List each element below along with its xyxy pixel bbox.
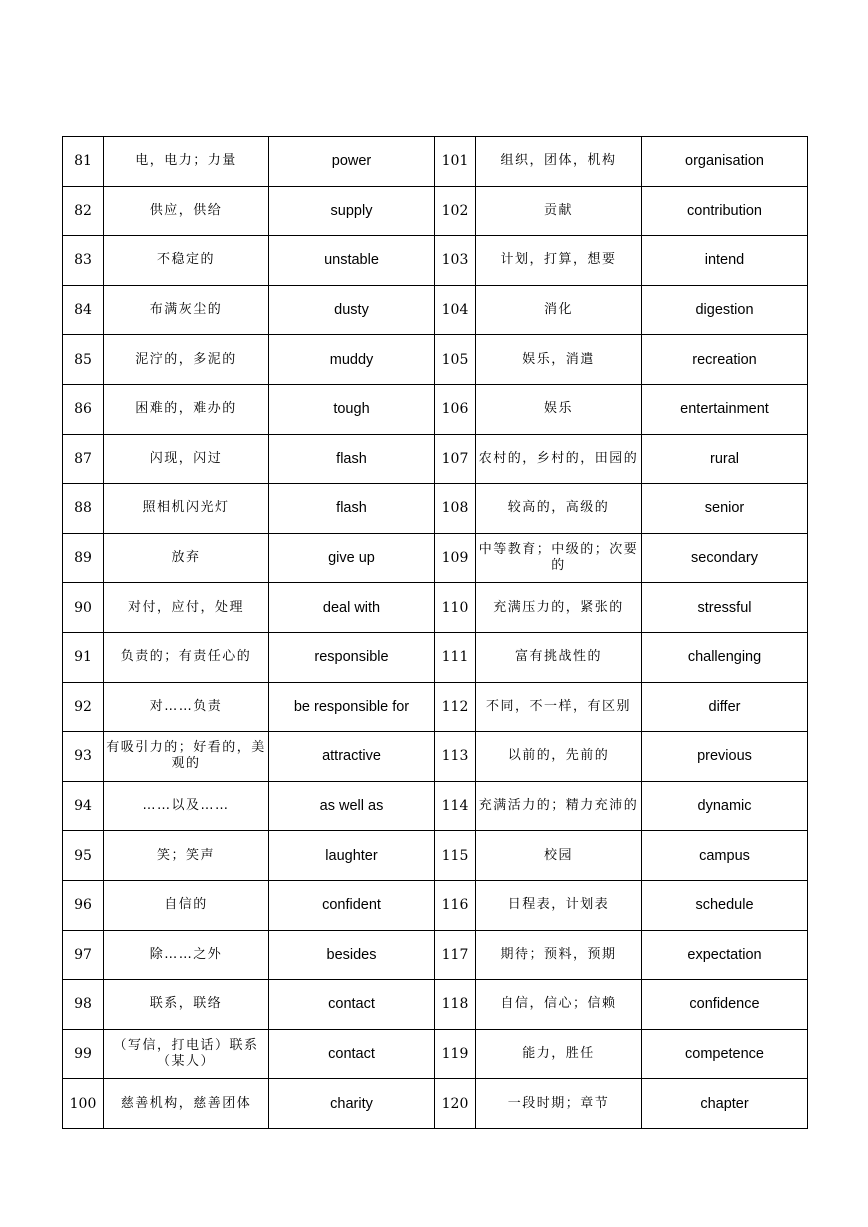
- english-word: organisation: [642, 137, 808, 187]
- table-row: [63, 831, 808, 881]
- english-word: campus: [642, 831, 808, 881]
- entry-number: 89: [63, 533, 104, 583]
- entry-number: 105: [435, 335, 476, 385]
- entry-number: 98: [63, 980, 104, 1030]
- chinese-meaning: 照相机闪光灯: [104, 484, 269, 534]
- entry-number: 114: [435, 781, 476, 831]
- english-word: stressful: [642, 583, 808, 633]
- chinese-meaning: 负责的；有责任心的: [104, 632, 269, 682]
- chinese-meaning: 农村的，乡村的，田园的: [476, 434, 642, 484]
- english-word: attractive: [269, 732, 435, 782]
- english-word: schedule: [642, 880, 808, 930]
- chinese-meaning: 对……负责: [104, 682, 269, 732]
- entry-number: 100: [63, 1079, 104, 1129]
- entry-number: 108: [435, 484, 476, 534]
- english-word: responsible: [269, 632, 435, 682]
- entry-number: 109: [435, 533, 476, 583]
- entry-number: 88: [63, 484, 104, 534]
- english-word: rural: [642, 434, 808, 484]
- english-word: as well as: [269, 781, 435, 831]
- table-row: [63, 583, 808, 633]
- entry-number: 94: [63, 781, 104, 831]
- chinese-meaning: 娱乐: [476, 384, 642, 434]
- english-word: contact: [269, 1029, 435, 1079]
- table-row: [63, 285, 808, 335]
- english-word: deal with: [269, 583, 435, 633]
- table-row: [63, 236, 808, 286]
- english-word: confident: [269, 880, 435, 930]
- entry-number: 103: [435, 236, 476, 286]
- chinese-meaning: 不同，不一样，有区别: [476, 682, 642, 732]
- chinese-meaning: 慈善机构，慈善团体: [104, 1079, 269, 1129]
- table-row: [63, 384, 808, 434]
- english-word: recreation: [642, 335, 808, 385]
- vocabulary-table-body: [63, 137, 808, 1129]
- entry-number: 111: [435, 632, 476, 682]
- english-word: besides: [269, 930, 435, 980]
- english-word: dynamic: [642, 781, 808, 831]
- entry-number: 118: [435, 980, 476, 1030]
- chinese-meaning: 组织，团体，机构: [476, 137, 642, 187]
- entry-number: 107: [435, 434, 476, 484]
- table-row: [63, 533, 808, 583]
- chinese-meaning: 充满压力的，紧张的: [476, 583, 642, 633]
- table-row: [63, 434, 808, 484]
- english-word: confidence: [642, 980, 808, 1030]
- table-row: [63, 186, 808, 236]
- english-word: previous: [642, 732, 808, 782]
- table-row: [63, 1079, 808, 1129]
- entry-number: 110: [435, 583, 476, 633]
- english-word: entertainment: [642, 384, 808, 434]
- table-row: [63, 682, 808, 732]
- chinese-meaning: 笑；笑声: [104, 831, 269, 881]
- english-word: flash: [269, 484, 435, 534]
- english-word: muddy: [269, 335, 435, 385]
- english-word: give up: [269, 533, 435, 583]
- chinese-meaning: 除……之外: [104, 930, 269, 980]
- entry-number: 82: [63, 186, 104, 236]
- entry-number: 86: [63, 384, 104, 434]
- english-word: competence: [642, 1029, 808, 1079]
- table-row: [63, 632, 808, 682]
- entry-number: 102: [435, 186, 476, 236]
- english-word: supply: [269, 186, 435, 236]
- table-row: [63, 1029, 808, 1079]
- english-word: chapter: [642, 1079, 808, 1129]
- chinese-meaning: 泥泞的，多泥的: [104, 335, 269, 385]
- table-row: [63, 484, 808, 534]
- entry-number: 119: [435, 1029, 476, 1079]
- chinese-meaning: 不稳定的: [104, 236, 269, 286]
- entry-number: 96: [63, 880, 104, 930]
- english-word: challenging: [642, 632, 808, 682]
- chinese-meaning: 贡献: [476, 186, 642, 236]
- english-word: intend: [642, 236, 808, 286]
- entry-number: 117: [435, 930, 476, 980]
- english-word: tough: [269, 384, 435, 434]
- table-row: [63, 137, 808, 187]
- entry-number: 99: [63, 1029, 104, 1079]
- entry-number: 93: [63, 732, 104, 782]
- chinese-meaning: 一段时期；章节: [476, 1079, 642, 1129]
- entry-number: 116: [435, 880, 476, 930]
- chinese-meaning: 较高的，高级的: [476, 484, 642, 534]
- table-row: [63, 930, 808, 980]
- entry-number: 101: [435, 137, 476, 187]
- entry-number: 87: [63, 434, 104, 484]
- entry-number: 120: [435, 1079, 476, 1129]
- entry-number: 115: [435, 831, 476, 881]
- chinese-meaning: 困难的，难办的: [104, 384, 269, 434]
- english-word: differ: [642, 682, 808, 732]
- chinese-meaning: 自信，信心；信赖: [476, 980, 642, 1030]
- entry-number: 83: [63, 236, 104, 286]
- chinese-meaning: ……以及……: [104, 781, 269, 831]
- entry-number: 84: [63, 285, 104, 335]
- chinese-meaning: 有吸引力的；好看的，美观的: [104, 732, 269, 782]
- chinese-meaning: 能力，胜任: [476, 1029, 642, 1079]
- chinese-meaning: 放弃: [104, 533, 269, 583]
- chinese-meaning: 联系，联络: [104, 980, 269, 1030]
- table-row: [63, 732, 808, 782]
- entry-number: 81: [63, 137, 104, 187]
- english-word: power: [269, 137, 435, 187]
- entry-number: 92: [63, 682, 104, 732]
- english-word: contact: [269, 980, 435, 1030]
- entry-number: 97: [63, 930, 104, 980]
- chinese-meaning: 消化: [476, 285, 642, 335]
- english-word: senior: [642, 484, 808, 534]
- chinese-meaning: 日程表，计划表: [476, 880, 642, 930]
- english-word: expectation: [642, 930, 808, 980]
- table-row: [63, 980, 808, 1030]
- chinese-meaning: 中等教育；中级的；次要的: [476, 533, 642, 583]
- english-word: charity: [269, 1079, 435, 1129]
- entry-number: 95: [63, 831, 104, 881]
- chinese-meaning: 期待；预料，预期: [476, 930, 642, 980]
- chinese-meaning: （写信，打电话）联系（某人）: [104, 1029, 269, 1079]
- chinese-meaning: 充满活力的；精力充沛的: [476, 781, 642, 831]
- chinese-meaning: 供应，供给: [104, 186, 269, 236]
- english-word: contribution: [642, 186, 808, 236]
- entry-number: 85: [63, 335, 104, 385]
- chinese-meaning: 闪现，闪过: [104, 434, 269, 484]
- entry-number: 112: [435, 682, 476, 732]
- english-word: dusty: [269, 285, 435, 335]
- table-row: [63, 335, 808, 385]
- chinese-meaning: 计划，打算，想要: [476, 236, 642, 286]
- chinese-meaning: 对付，应付，处理: [104, 583, 269, 633]
- chinese-meaning: 富有挑战性的: [476, 632, 642, 682]
- english-word: digestion: [642, 285, 808, 335]
- table-row: [63, 880, 808, 930]
- vocabulary-table: [62, 136, 808, 1129]
- entry-number: 90: [63, 583, 104, 633]
- chinese-meaning: 自信的: [104, 880, 269, 930]
- entry-number: 91: [63, 632, 104, 682]
- english-word: laughter: [269, 831, 435, 881]
- chinese-meaning: 校园: [476, 831, 642, 881]
- entry-number: 104: [435, 285, 476, 335]
- english-word: flash: [269, 434, 435, 484]
- chinese-meaning: 娱乐，消遣: [476, 335, 642, 385]
- english-word: be responsible for: [269, 682, 435, 732]
- english-word: secondary: [642, 533, 808, 583]
- english-word: unstable: [269, 236, 435, 286]
- table-row: [63, 781, 808, 831]
- entry-number: 113: [435, 732, 476, 782]
- chinese-meaning: 电，电力；力量: [104, 137, 269, 187]
- chinese-meaning: 以前的，先前的: [476, 732, 642, 782]
- chinese-meaning: 布满灰尘的: [104, 285, 269, 335]
- entry-number: 106: [435, 384, 476, 434]
